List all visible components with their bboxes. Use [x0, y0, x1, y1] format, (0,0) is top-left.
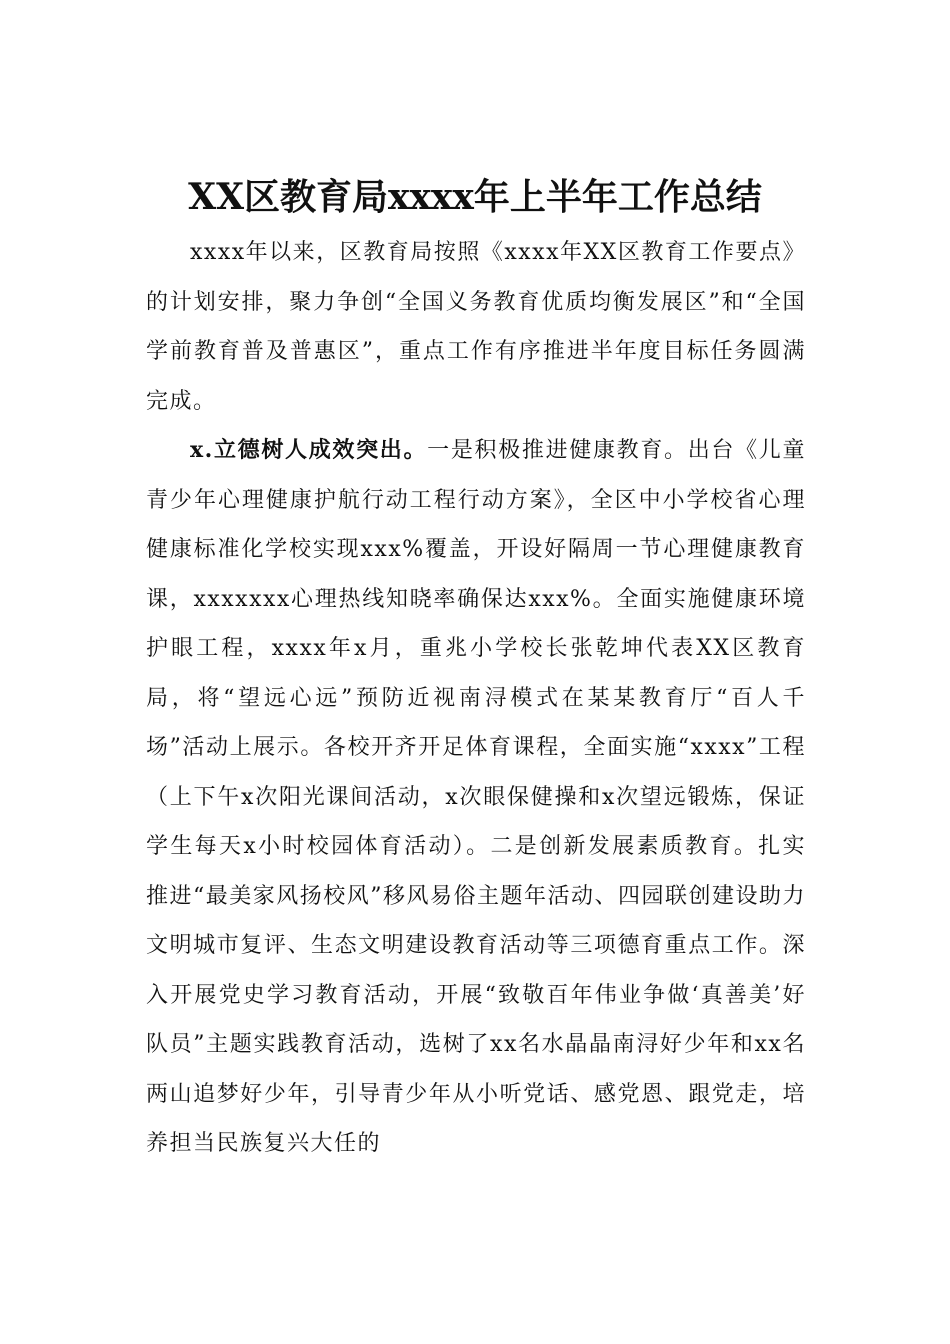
section-1-heading: x.立德树人成效突出。 [190, 437, 428, 463]
document-body [146, 228, 806, 1169]
section-1-text: 一是积极推进健康教育。出台《儿童青少年心理健康护航行动工程行动方案》，全区中小学校省心理健康标准化学校实现xxx%覆盖，开设好隔周一节心理健康教育课，xxxxxxx心理热线知晓率确保达xxx%。全面实施健康环境护眼工程，xxxx年x月，重兆小学校长张乾坤代表XX区教育局，将“望远心远”预防近视南浔模式在某某教育厅“百人千场”活动上展示。各校开齐开足体育课程，全面实施“xxxx”工程（上下午x次阳光课间活动，x次眼保健操和x次望远锻炼，保证学生每天x小时校园体育活动）。二是创新发展素质教育。扎实推进“最美家风扬校风”移风易俗主题年活动、四园联创建设助力文明城市复评、生态文明建设教育活动等三项德育重点工作。深入开展党史学习教育活动，开展“致敬百年伟业争做‘真善美’好队员”主题实践教育活动，选树了xx名水晶晶南浔好少年和xx名两山追梦好少年，引导青少年从小听党话、感党恩、跟党走，培养担当民族复兴大任的 [146, 438, 806, 1156]
intro-paragraph-text: xxxx年以来，区教育局按照《xxxx年XX区教育工作要点》的计划安排，聚力争创“全国义务教育优质均衡发展区”和“全国学前教育普及普惠区”，重点工作有序推进半年度目标任务圆满完成。 [146, 240, 806, 414]
document-title: XX区教育局xxxx年上半年工作总结 [188, 176, 762, 219]
section-1-paragraph [146, 426, 806, 1169]
intro-paragraph [146, 228, 806, 426]
